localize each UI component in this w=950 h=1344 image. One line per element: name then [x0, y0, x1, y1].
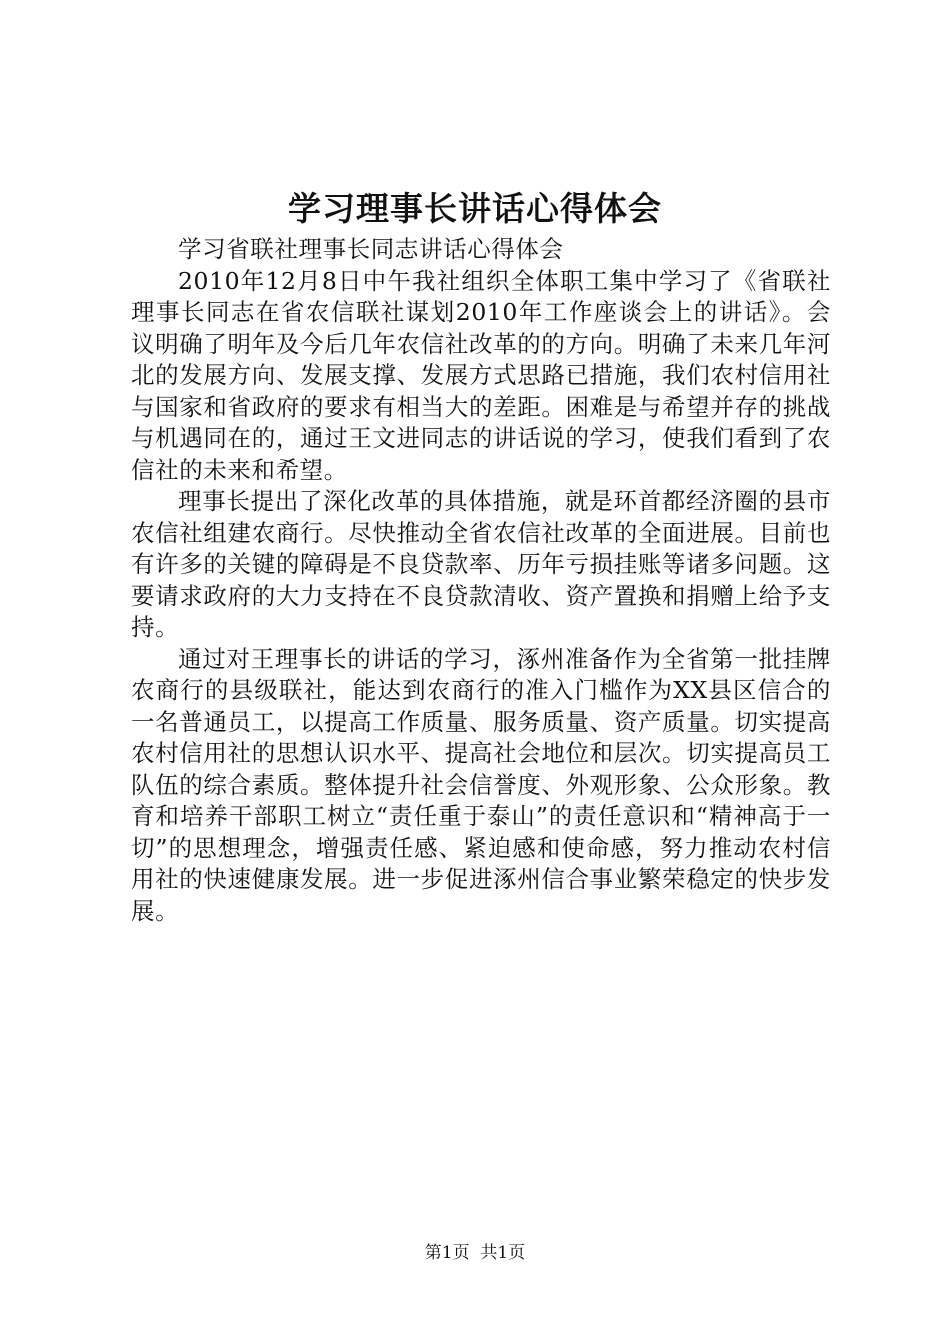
footer-separator	[470, 1243, 481, 1263]
paragraph-subtitle: 学习省联社理事长同志讲话心得体会	[178, 235, 564, 263]
paragraph-3: 通过对王理事长的讲话的学习，涿州准备作为全省第一批挂牌农商行的县级联社，能达到农商行的准入门槛作为XX县区信合的一名普通员工，以提高工作质量、服务质量、资产质量。切实提高农村信用社的思想认识水平、提高社会地位和层次。切实提高员工队伍的综合素质。整体提升社会信誉度、外观形象、公众形象。教育和培养干部职工树立“责任重于泰山”的责任意识和“精神高于一切”的思想理念，增强责任感、紧迫感和使命感，努力推动农村信用社的快速健康发展。进一步促进涿州信合事业繁荣稳定的快步发展。	[131, 644, 831, 925]
page-footer	[0, 1241, 950, 1265]
paragraph-2: 理事长提出了深化改革的具体措施，就是环首都经济圈的县市农信社组建农商行。尽快推动全省农信社改革的全面进展。目前也有许多的关键的障碍是不良贷款率、历年亏损挂账等诸多问题。这要请求政府的大力支持在不良贷款清收、资产置换和捐赠上给予支持。	[131, 487, 831, 641]
paragraph-1: 2010年12月8日中午我社组织全体职工集中学习了《省联社理事长同志在省农信联社谋划2010年工作座谈会上的讲话》。会议明确了明年及今后几年农信社改革的的方向。明确了未来几年河北的发展方向、发展支撑、发展方式思路已措施，我们农村信用社与国家和省政府的要求有相当大的差距。困难是与希望并存的挑战与机遇同在的，通过王文进同志的讲话说的学习，使我们看到了农信社的未来和希望。	[131, 266, 831, 484]
page-number: 第1页	[424, 1243, 470, 1263]
document-body	[131, 234, 831, 927]
page-total: 共1页	[480, 1243, 526, 1263]
document-title: 学习理事长讲话心得体会	[288, 189, 662, 228]
